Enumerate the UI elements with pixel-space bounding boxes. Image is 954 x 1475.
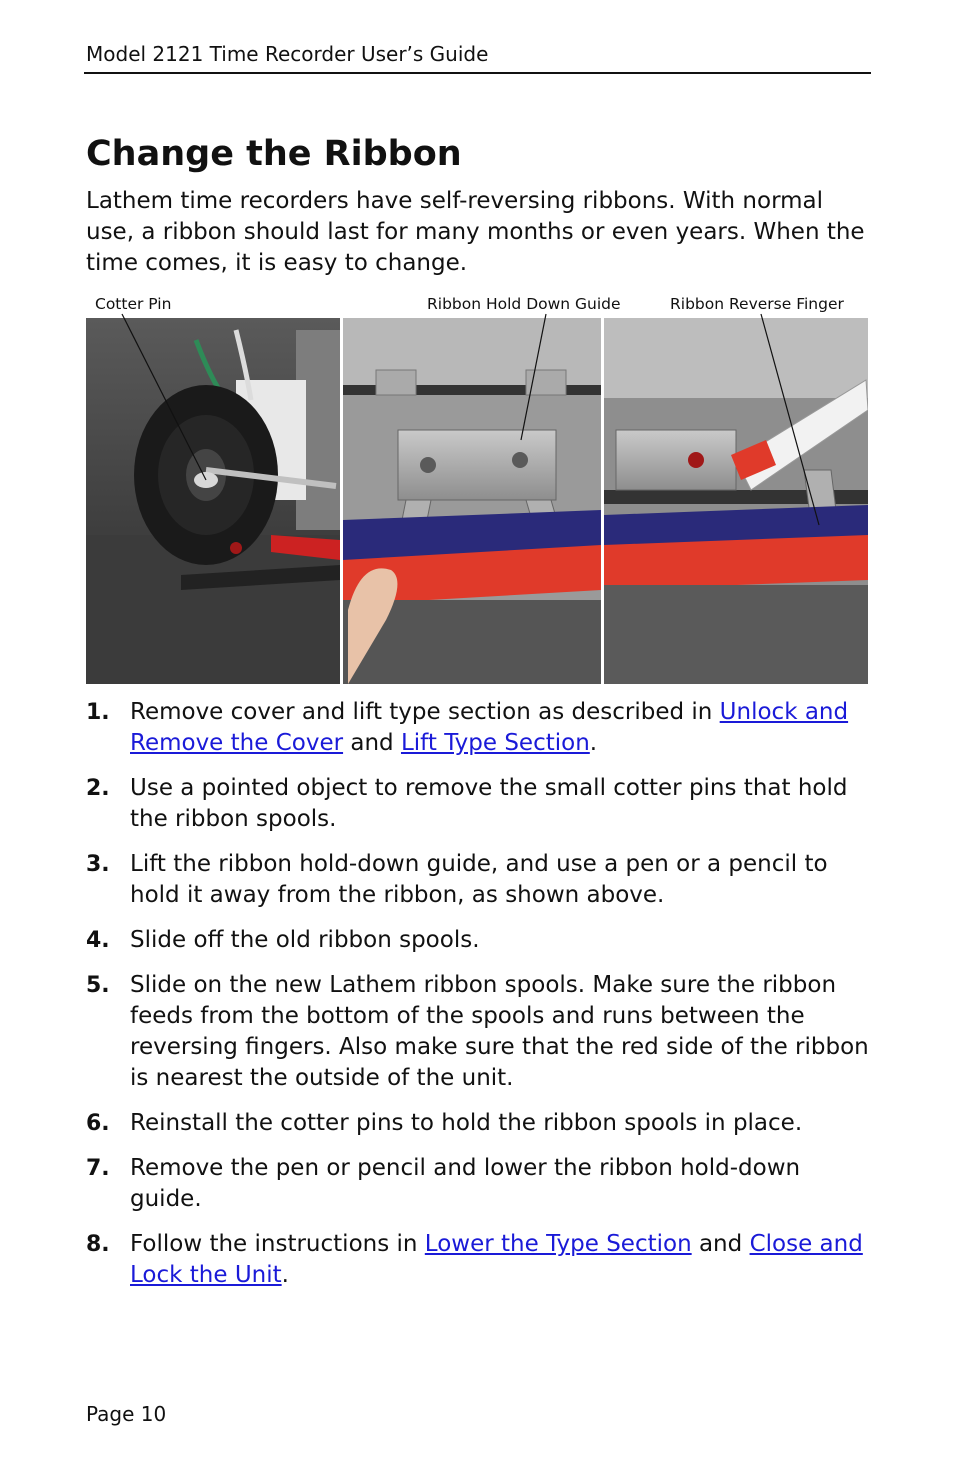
cross-reference-link[interactable]: Lift Type Section <box>400 730 590 756</box>
label-cotter-pin: Cotter Pin <box>95 295 172 313</box>
step-text-segment: Use a pointed object to remove the small cotter pins that hold the ribbon spools. <box>130 775 848 832</box>
step-text-segment: . <box>281 1262 289 1288</box>
page-title: Change the Ribbon <box>86 134 462 174</box>
document-title: Model 2121 Time Recorder User’s Guide <box>86 42 489 66</box>
photo-panel-hold-down-guide <box>343 314 601 684</box>
step-text <box>130 1153 870 1215</box>
header-divider <box>84 72 871 74</box>
step-text-segment: Remove the pen or pencil and lower the ribbon hold-down guide. <box>130 1155 801 1212</box>
intro-paragraph: Lathem time recorders have self-reversing ribbons. With normal use, a ribbon should last for many months or even years. When the time comes, it is easy to change. <box>86 188 865 276</box>
cross-reference-link[interactable]: Unlock and Remove the Cover <box>130 699 849 756</box>
step-number: 7. <box>86 1156 110 1181</box>
step-item <box>86 1108 876 1139</box>
step-text-segment: Remove cover and lift type section as described in <box>130 699 720 725</box>
step-item <box>86 1229 876 1291</box>
step-number: 1. <box>86 700 110 725</box>
step-text-segment: and <box>691 1231 750 1257</box>
ribbon-photo-illustration <box>86 290 868 684</box>
step-item <box>86 773 876 835</box>
step-text-segment: Slide on the new Lathem ribbon spools. Make sure the ribbon feeds from the bottom of the spools and runs between the reversing fingers. Also make sure that the red side of the ribbon is nearest the outside of the unit. <box>130 972 869 1091</box>
step-text <box>130 773 870 835</box>
step-text-segment: Slide off the old ribbon spools. <box>130 927 480 953</box>
step-number: 3. <box>86 852 110 877</box>
photo-panel-cotter-pin <box>86 314 340 684</box>
step-item <box>86 849 876 911</box>
step-item <box>86 970 876 1094</box>
step-text-segment: Reinstall the cotter pins to hold the ribbon spools in place. <box>130 1110 803 1136</box>
step-text <box>130 1229 870 1291</box>
cross-reference-link[interactable]: Close and Lock the Unit <box>130 1231 863 1288</box>
photo-panel-reverse-finger <box>604 314 868 684</box>
step-item <box>86 925 876 956</box>
label-reverse-finger: Ribbon Reverse Finger <box>670 295 844 313</box>
step-text <box>130 849 870 911</box>
label-hold-down-guide: Ribbon Hold Down Guide <box>427 295 621 313</box>
step-text <box>130 1108 870 1139</box>
step-text-segment: . <box>589 730 598 756</box>
step-number: 4. <box>86 928 110 953</box>
step-number: 5. <box>86 973 110 998</box>
step-text-segment: Follow the instructions in <box>130 1231 425 1257</box>
steps-list <box>86 697 876 1305</box>
step-number: 8. <box>86 1232 110 1257</box>
page-number: Page 10 <box>86 1402 167 1426</box>
step-number: 2. <box>86 776 110 801</box>
cross-reference-link[interactable]: Lower the Type Section <box>424 1231 692 1257</box>
step-text <box>130 925 870 956</box>
step-text <box>130 970 870 1094</box>
step-text-segment: and <box>343 730 401 756</box>
step-item <box>86 1153 876 1215</box>
step-item <box>86 697 876 759</box>
step-text <box>130 697 870 759</box>
step-text-segment: Lift the ribbon hold-down guide, and use a pen or a pencil to hold it away from the ribbon, as shown above. <box>130 851 828 908</box>
step-number: 6. <box>86 1111 110 1136</box>
ribbon-figure <box>86 290 868 684</box>
